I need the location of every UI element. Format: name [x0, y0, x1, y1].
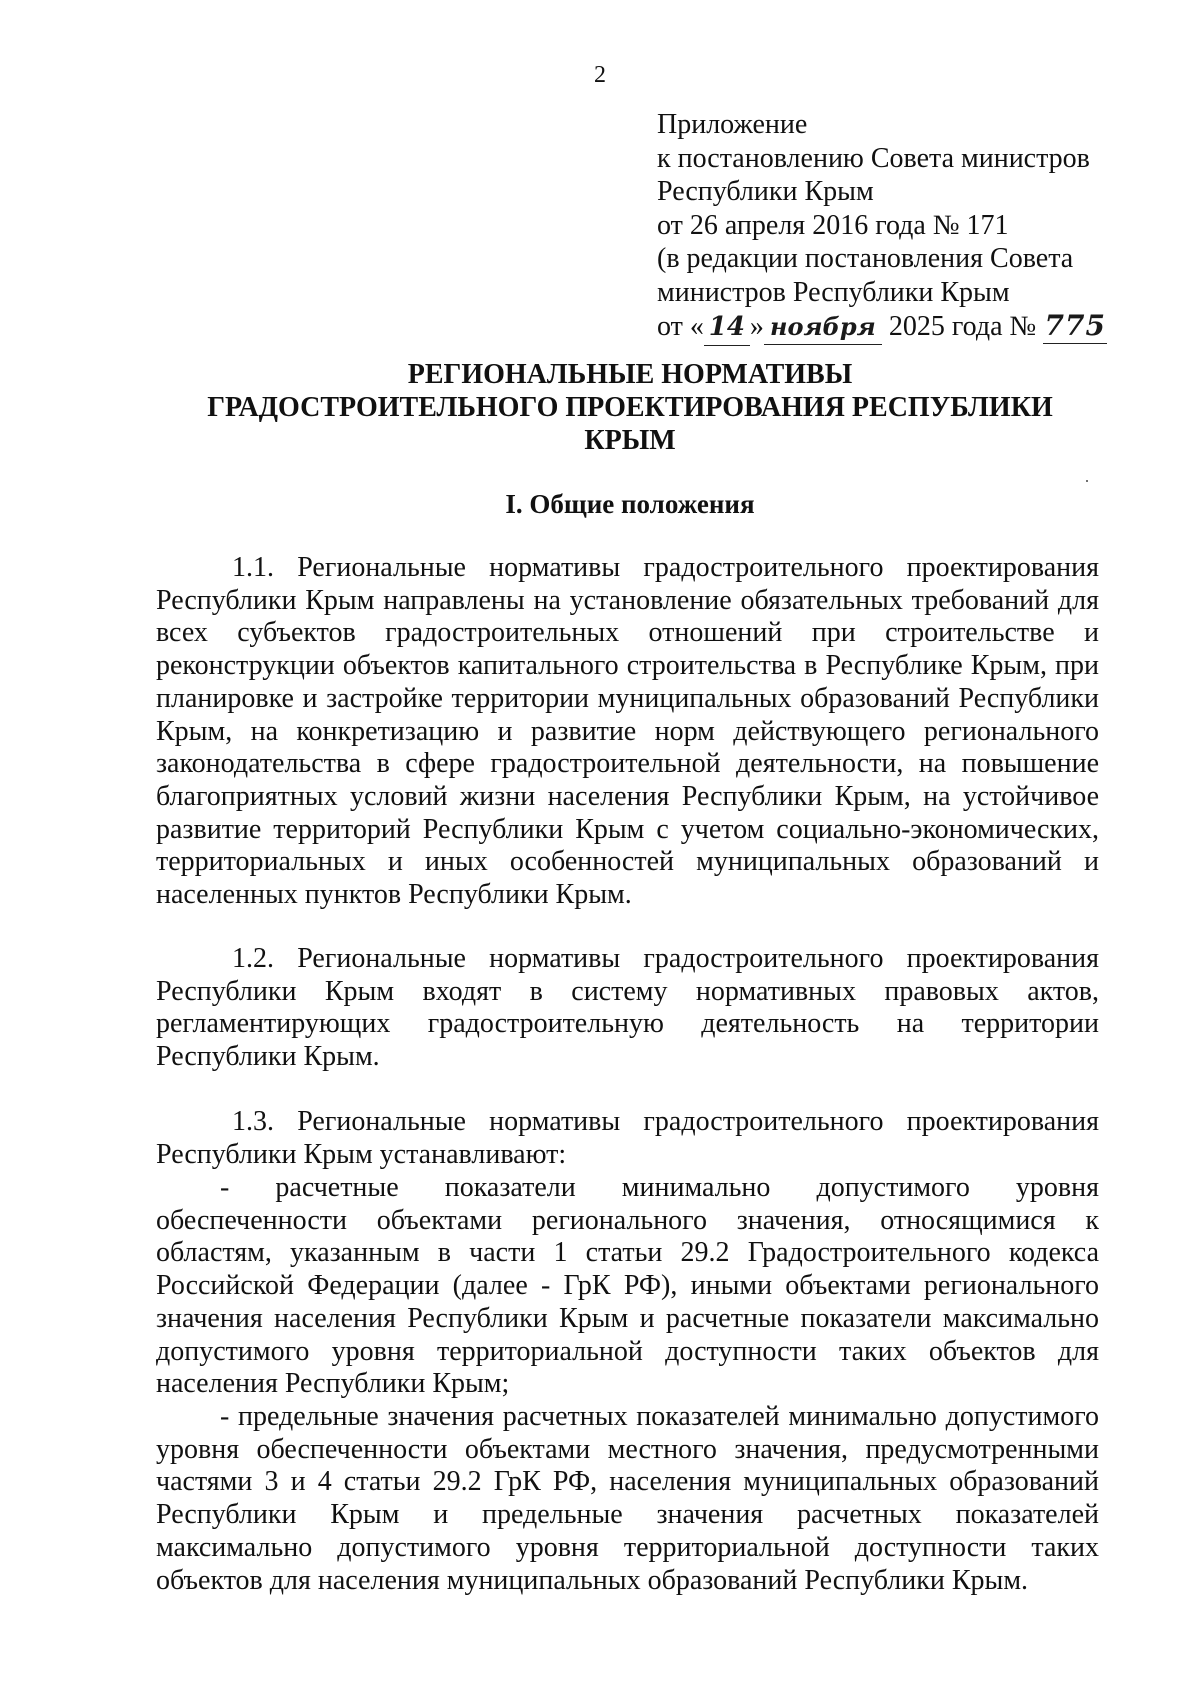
title-line: КРЫМ	[584, 425, 676, 456]
appendix-line: Республики Крым	[657, 176, 874, 207]
title-line: РЕГИОНАЛЬНЫЕ НОРМАТИВЫ	[407, 359, 853, 390]
list-item: - предельные значения расчетных показателей минимально допустимого уровня обеспеченности объектами местного значения, предусмотренными частями 3 и 4 статьи 29.2 ГрК РФ, населения муниципальных образований Республики Крым и предельные значения расчетных показателей максимально допустимого уровня территориальной доступности таких объектов для населения муниципальных образований Республики Крым.	[156, 1401, 1099, 1596]
paragraph-1-3: 1.3. Региональные нормативы градостроительного проектирования Республики Крым устанавливают:	[156, 1106, 1099, 1170]
date-quote: »	[749, 311, 764, 342]
date-prefix: от «	[657, 311, 704, 342]
handwritten-day: 14	[704, 311, 750, 346]
appendix-line: к постановлению Совета министров	[657, 142, 1090, 174]
appendix-line: от 26 апреля 2016 года № 171	[657, 209, 1009, 241]
list-item: - расчетные показатели минимально допустимого уровня обеспеченности объектами регионального значения, относящимися к областям, указанным в части 1 статьи 29.2 Градостроительного кодекса Российской Федерации (далее - ГрК РФ), иными объектами регионального значения населения Республики Крым и расчетные показатели максимально допустимого уровня территориальной доступности таких объектов для населения Республики Крым;	[156, 1172, 1099, 1400]
handwritten-month: ноября	[764, 310, 882, 345]
handwritten-number: 775	[1044, 309, 1106, 342]
scan-dot	[1086, 480, 1088, 482]
date-year: 2025 года №	[881, 311, 1044, 342]
appendix-line: министров Республики Крым	[657, 276, 1010, 308]
document-title	[150, 358, 1110, 457]
appendix-line: (в редакции постановления Совета	[657, 243, 1074, 274]
appendix-header	[657, 108, 1177, 346]
paragraph-1-2: 1.2. Региональные нормативы градостроительного проектирования Республики Крым входят в систему нормативных правовых актов, регламентирующих градостроительную деятельность на территории Республики Крым.	[156, 943, 1099, 1073]
page-number: 2	[594, 62, 606, 88]
section-heading: I. Общие положения	[505, 489, 755, 519]
appendix-title: Приложение	[657, 109, 808, 140]
appendix-date-line	[657, 309, 1177, 346]
title-line: ГРАДОСТРОИТЕЛЬНОГО ПРОЕКТИРОВАНИЯ РЕСПУБЛИКИ	[207, 392, 1053, 423]
paragraph-1-1: 1.1. Региональные нормативы градостроительного проектирования Республики Крым направлены на установление обязательных требований для всех субъектов градостроительных отношений при строительстве и реконструкции объектов капитального строительства в Республике Крым, при планировке и застройке территории муниципальных образований Республики Крым, на конкретизацию и развитие норм действующего регионального законодательства в сфере градостроительной деятельности, на повышение благоприятных условий жизни населения Республики Крым, на устойчивое развитие территорий Республики Крым с учетом социально-экономических, территориальных и иных особенностей муниципальных образований и населенных пунктов Республики Крым.	[156, 552, 1099, 911]
